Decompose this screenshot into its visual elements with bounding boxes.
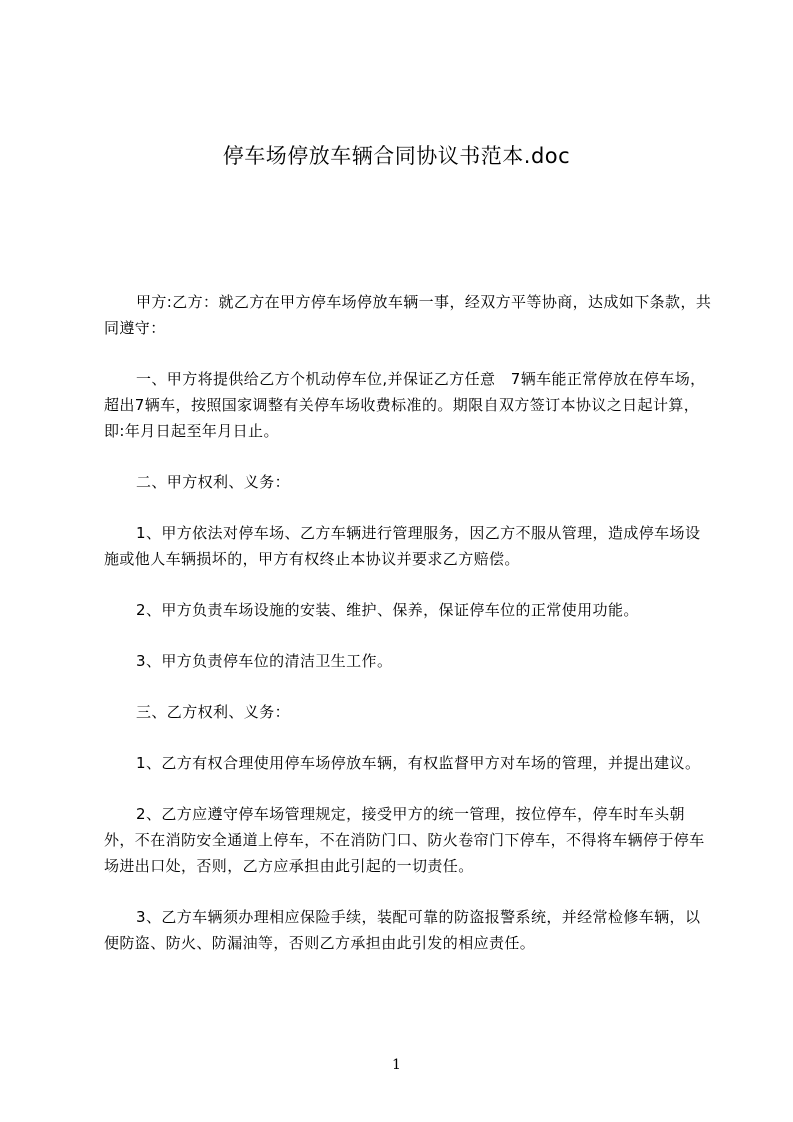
section-heading-party-b: 三、乙方权利、义务： <box>136 703 291 721</box>
page-number: 1 <box>392 1057 401 1073</box>
section-heading-party-a: 二、甲方权利、义务： <box>136 473 291 491</box>
party-b-item-2: 2、乙方应遵守停车场管理规定，接受甲方的统一管理，按位停车，停车时车头朝外，不在消防安全通道上停车，不在消防门口、防火卷帘门下停车，不得将车辆停于停车场进出口处，否则，乙方应承担由此引起的一切责任。 <box>104 805 705 875</box>
party-a-item-2: 2、甲方负责车场设施的安装、维护、保养，保证停车位的正常使用功能。 <box>136 601 639 619</box>
party-b-item-3: 3、乙方车辆须办理相应保险手续，装配可靠的防盗报警系统，并经常检修车辆，以便防盗、防火、防漏油等，否则乙方承担由此引发的相应责任。 <box>104 908 701 952</box>
document-body <box>104 289 714 956</box>
party-b-item-1: 1、乙方有权合理使用停车场停放车辆，有权监督甲方对车场的管理，并提出建议。 <box>136 754 701 772</box>
clause-one-paragraph: 一、甲方将提供给乙方个机动停车位,并保证乙方任意 7辆车能正常停放在停车场，超出7辆车，按照国家调整有关停车场收费标准的。期限自双方签订本协议之日起计算，即:年月日起至年月日止。 <box>104 370 706 440</box>
preamble-paragraph: 甲方:乙方：就乙方在甲方停车场停放车辆一事，经双方平等协商，达成如下条款，共同遵守： <box>104 293 712 337</box>
party-a-item-3: 3、甲方负责停车位的清洁卫生工作。 <box>136 652 393 670</box>
party-a-item-1: 1、甲方依法对停车场、乙方车辆进行管理服务，因乙方不服从管理，造成停车场设施或他人车辆损坏的，甲方有权终止本协议并要求乙方赔偿。 <box>104 524 701 568</box>
document-title: 停车场停放车辆合同协议书范本.doc <box>222 144 571 168</box>
